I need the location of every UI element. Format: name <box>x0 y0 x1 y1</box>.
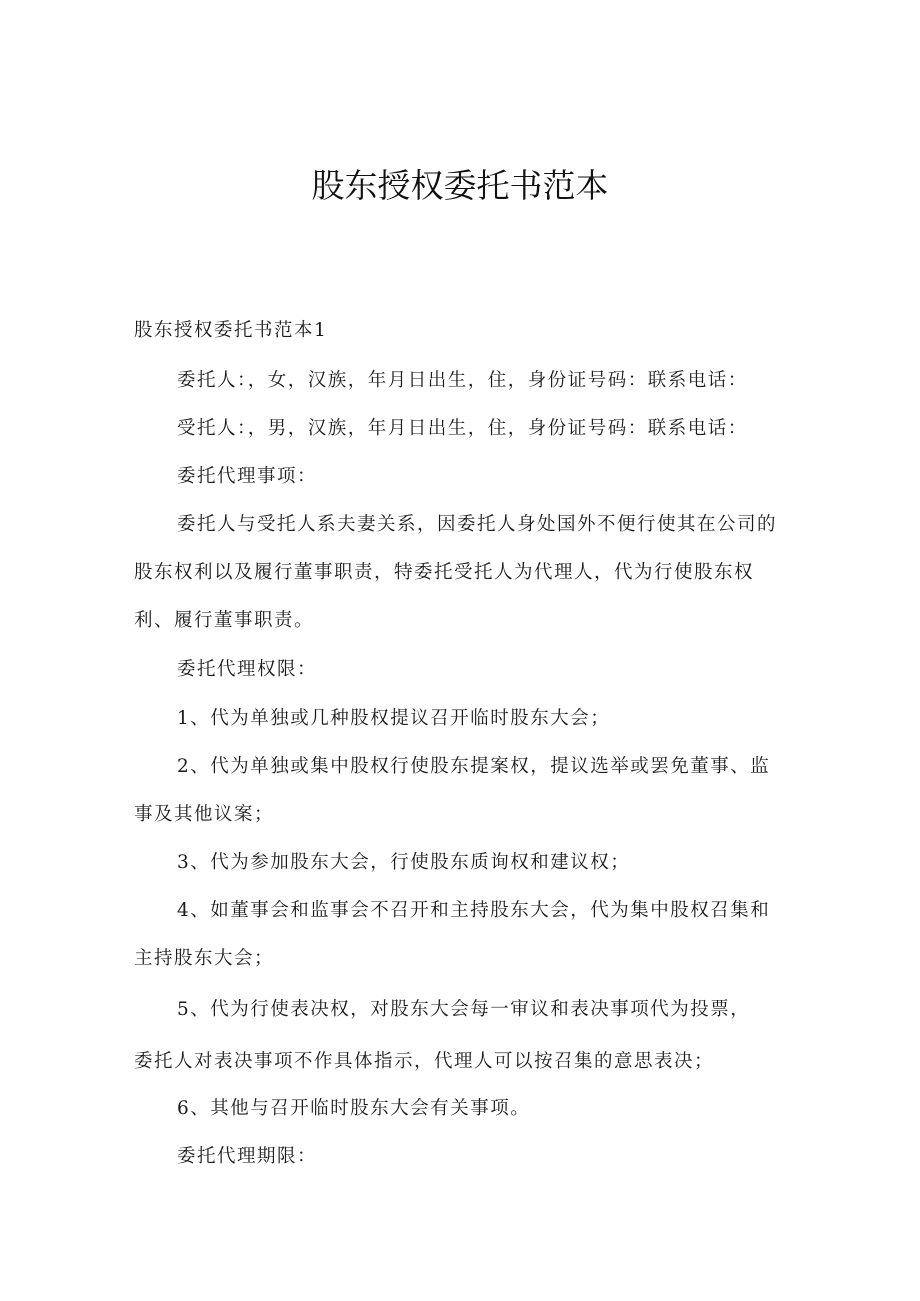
list-item: 3、代为参加股东大会，行使股东质询权和建议权； <box>177 852 631 873</box>
section-heading: 股东授权委托书范本1 <box>134 320 328 341</box>
list-item-continuation: 事及其他议案； <box>134 804 275 825</box>
paragraph-line: 利、履行董事职责。 <box>134 610 315 631</box>
list-item: 4、如董事会和监事会不召开和主持股东大会，代为集中股权召集和 <box>177 900 771 921</box>
list-item: 5、代为行使表决权，对股东大会每一审议和表决事项代为投票， <box>177 999 751 1020</box>
agency-term-heading: 委托代理期限： <box>177 1146 318 1167</box>
list-item: 6、其他与召开临时股东大会有关事项。 <box>177 1098 531 1119</box>
agent-info-line: 受托人：，男，汉族，年月日出生，住，身份证号码：联系电话： <box>177 418 748 439</box>
paragraph-line: 委托人与受托人系夫妻关系，因委托人身处国外不便行使其在公司的 <box>177 514 778 535</box>
principal-info-line: 委托人：，女，汉族，年月日出生，住，身份证号码：联系电话： <box>177 370 748 391</box>
document-title: 股东授权委托书范本 <box>311 166 609 205</box>
paragraph-line: 股东权利以及履行董事职责，特委托受托人为代理人，代为行使股东权 <box>134 562 755 583</box>
agency-matters-heading: 委托代理事项： <box>177 466 318 487</box>
list-item-continuation: 主持股东大会； <box>134 948 275 969</box>
list-item-continuation: 委托人对表决事项不作具体指示，代理人可以按召集的意思表决； <box>134 1051 715 1072</box>
list-item: 2、代为单独或集中股权行使股东提案权，提议选举或罢免董事、监 <box>177 756 771 777</box>
list-item: 1、代为单独或几种股权提议召开临时股东大会； <box>177 708 611 729</box>
agency-authority-heading: 委托代理权限： <box>177 659 318 680</box>
